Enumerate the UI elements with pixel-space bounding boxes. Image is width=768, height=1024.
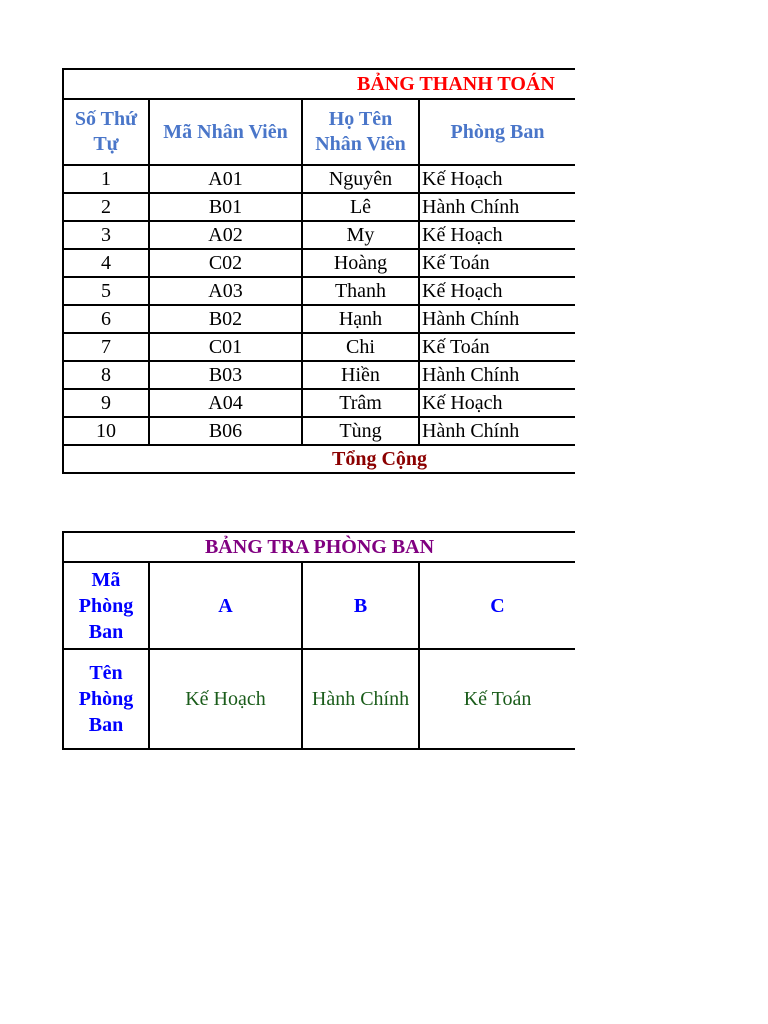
payroll-table xyxy=(62,68,575,474)
cell-stt[interactable]: 1 xyxy=(63,165,149,193)
lookup-code-c[interactable]: C xyxy=(419,562,575,649)
cell-ma-nhan-vien[interactable]: B02 xyxy=(149,305,302,333)
cell-ho-ten[interactable]: My xyxy=(302,221,419,249)
cell-ma-nhan-vien[interactable]: B06 xyxy=(149,417,302,445)
table-row xyxy=(63,193,575,221)
cell-phong-ban[interactable]: Kế Toán xyxy=(419,333,575,361)
cell-phong-ban[interactable]: Hành Chính xyxy=(419,193,575,221)
cell-ma-nhan-vien[interactable]: C01 xyxy=(149,333,302,361)
cell-phong-ban[interactable]: Kế Hoạch xyxy=(419,165,575,193)
cell-phong-ban[interactable]: Kế Hoạch xyxy=(419,277,575,305)
table-row xyxy=(63,389,575,417)
cell-ma-nhan-vien[interactable]: A03 xyxy=(149,277,302,305)
header-cell-phong-ban[interactable]: Phòng Ban xyxy=(419,99,575,165)
header-cell-ma-nhan-vien[interactable]: Mã Nhân Viên xyxy=(149,99,302,165)
cell-ho-ten[interactable]: Chi xyxy=(302,333,419,361)
cell-stt[interactable]: 9 xyxy=(63,389,149,417)
cell-ma-nhan-vien[interactable]: A01 xyxy=(149,165,302,193)
cell-stt[interactable]: 6 xyxy=(63,305,149,333)
department-lookup-table xyxy=(62,531,575,750)
header-cell-ho-ten[interactable]: Họ Tên Nhân Viên xyxy=(302,99,419,165)
lookup-name-a[interactable]: Kế Hoạch xyxy=(149,649,302,749)
cell-ho-ten[interactable]: Hiền xyxy=(302,361,419,389)
cell-ma-nhan-vien[interactable]: B01 xyxy=(149,193,302,221)
table-row xyxy=(63,277,575,305)
table-row xyxy=(63,417,575,445)
cell-ma-nhan-vien[interactable]: C02 xyxy=(149,249,302,277)
cell-phong-ban[interactable]: Kế Hoạch xyxy=(419,389,575,417)
lookup-table-viewport xyxy=(62,531,575,754)
cell-ho-ten[interactable]: Trâm xyxy=(302,389,419,417)
cell-phong-ban[interactable]: Kế Toán xyxy=(419,249,575,277)
cell-ho-ten[interactable]: Thanh xyxy=(302,277,419,305)
cell-ho-ten[interactable]: Lê xyxy=(302,193,419,221)
cell-ho-ten[interactable]: Hạnh xyxy=(302,305,419,333)
payroll-title[interactable]: BẢNG THANH TOÁN xyxy=(63,69,575,99)
total-label[interactable]: Tổng Cộng xyxy=(63,445,575,473)
table-row xyxy=(63,165,575,193)
table-row xyxy=(63,249,575,277)
cell-ma-nhan-vien[interactable]: A04 xyxy=(149,389,302,417)
table-row xyxy=(63,221,575,249)
cell-stt[interactable]: 3 xyxy=(63,221,149,249)
cell-stt[interactable]: 10 xyxy=(63,417,149,445)
cell-phong-ban[interactable]: Hành Chính xyxy=(419,305,575,333)
cell-stt[interactable]: 7 xyxy=(63,333,149,361)
cell-phong-ban[interactable]: Kế Hoạch xyxy=(419,221,575,249)
cell-stt[interactable]: 8 xyxy=(63,361,149,389)
cell-stt[interactable]: 2 xyxy=(63,193,149,221)
cell-ho-ten[interactable]: Tùng xyxy=(302,417,419,445)
lookup-code-header[interactable]: Mã Phòng Ban xyxy=(63,562,149,649)
lookup-name-c[interactable]: Kế Toán xyxy=(419,649,575,749)
lookup-code-b[interactable]: B xyxy=(302,562,419,649)
cell-phong-ban[interactable]: Hành Chính xyxy=(419,417,575,445)
cell-phong-ban[interactable]: Hành Chính xyxy=(419,361,575,389)
table-row xyxy=(63,305,575,333)
total-row xyxy=(63,445,575,473)
cell-ho-ten[interactable]: Nguyên xyxy=(302,165,419,193)
cell-ma-nhan-vien[interactable]: B03 xyxy=(149,361,302,389)
cell-ma-nhan-vien[interactable]: A02 xyxy=(149,221,302,249)
cell-stt[interactable]: 4 xyxy=(63,249,149,277)
cell-ho-ten[interactable]: Hoàng xyxy=(302,249,419,277)
lookup-name-header[interactable]: Tên Phòng Ban xyxy=(63,649,149,749)
lookup-code-a[interactable]: A xyxy=(149,562,302,649)
table-row xyxy=(63,361,575,389)
payroll-table-viewport xyxy=(62,68,575,498)
cell-stt[interactable]: 5 xyxy=(63,277,149,305)
lookup-name-b[interactable]: Hành Chính xyxy=(302,649,419,749)
table-row xyxy=(63,333,575,361)
lookup-title[interactable]: BẢNG TRA PHÒNG BAN xyxy=(63,532,575,562)
header-cell-stt[interactable]: Số Thứ Tự xyxy=(63,99,149,165)
